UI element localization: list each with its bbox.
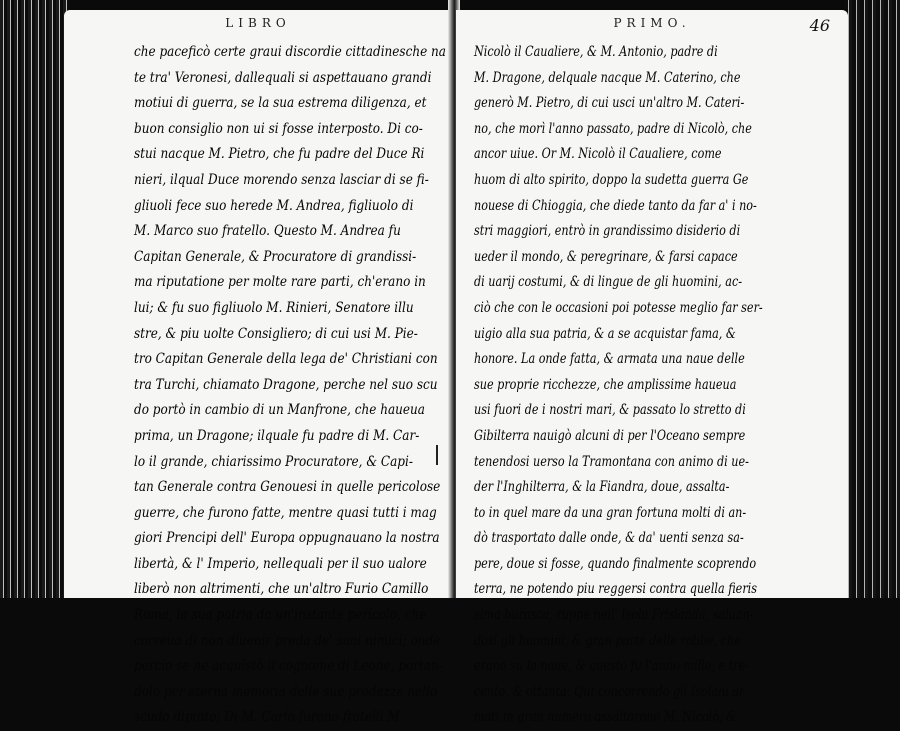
text-line: correua di non diuenir preda de' suoi nimici; onde (134, 632, 441, 649)
text-line: sima burasca, ruppe nell' Isola Frislanda, saluan- (474, 607, 754, 624)
text-line: Roma, la sua patria da un'instante pericolo, che (134, 607, 427, 624)
page-stack-left (0, 0, 70, 598)
text-line: uigio alla sua patria, & a se acquistar fama, & (474, 325, 736, 342)
text-line: dolo per eterna memoria delle sue prodezze nello (134, 683, 438, 700)
text-line: tan Generale contra Genouesi in quelle pericolose (134, 479, 441, 496)
text-line: pere, doue si fosse, quando finalmente scoprendo (474, 555, 757, 572)
text-line: do portò in cambio di un Manfrone, che haueua (134, 402, 425, 419)
text-line: M. Dragone, delquale nacque M. Caterino, che (474, 69, 741, 86)
text-line: ciò che con le occasioni poi potesse meglio far ser- (474, 299, 763, 316)
text-line: honore. La onde fatta, & armata una naue delle (474, 351, 745, 368)
text-line: te tra' Veronesi, dallequali si aspettauano grandi (134, 69, 432, 86)
text-line: ma riputatione per molte rare parti, ch'erano in (134, 274, 426, 291)
text-line: scudo dipinto; Di M. Carlo furono fratelli M. (134, 709, 404, 726)
left-page (64, 10, 452, 726)
text-line: lo il grande, chiarissimo Procuratore, & Capi- (134, 453, 413, 470)
left-page-text (134, 40, 446, 731)
text-line: prima, un Dragone; ilquale fu padre di M. Car- (134, 427, 420, 444)
right-page-text (474, 40, 834, 731)
text-line: Gibilterra nauigò alcuni di per l'Oceano sempre (474, 427, 746, 444)
text-line: lui; & fu suo figliuolo M. Rinieri, Senatore illu (134, 299, 414, 316)
page-number: 46 (809, 16, 830, 35)
running-head-left: LIBRO (225, 16, 291, 30)
text-line: tenendosi uerso la Tramontana con animo di ue- (474, 453, 749, 470)
text-line: nouese di Chioggia, che diede tanto da far a' i no- (474, 197, 757, 214)
text-line: Capitan Generale, & Procuratore di grandissi- (134, 248, 417, 265)
text-line: to in quel mare da una gran fortuna molti di an- (474, 504, 747, 521)
text-line: ancor uiue. Or M. Nicolò il Caualiere, come (474, 146, 722, 163)
text-line: liberò non altrimenti, che un'altro Furio Camillo (134, 581, 429, 598)
text-line: huom di alto spirito, doppo la sudetta guerra Ge (474, 171, 749, 188)
text-line: stri maggiori, entrò in grandissimo disiderio di (474, 223, 741, 240)
text-line: gliuoli fece suo herede M. Andrea, figliuolo di (134, 197, 414, 214)
text-line: percio se ne acquistò il cognome di Leone, portan- (134, 658, 443, 675)
text-line: tra Turchi, chiamato Dragone, perche nel suo scu (134, 376, 438, 393)
text-line: nieri, ilqual Duce morendo senza lasciar di se fi- (134, 171, 429, 188)
text-line: buon consiglio non ui si fosse interposto. Di co- (134, 120, 423, 137)
text-line: Nicolò il Caualiere, & M. Antonio, padre di (474, 44, 718, 60)
text-line: no, che morì l'anno passato, padre di Nicolò, che (474, 120, 752, 137)
text-line: giori Prencipi dell' Europa oppugnauano la nostra (134, 530, 440, 547)
text-line: mati in gran numero assaltarono M. Nicolò, & (474, 709, 737, 726)
text-line: erano su la naue, & questo fu l'anno mille, e tre- (474, 658, 750, 675)
text-line: terra, ne potendo piu reggersi contra quella fieris (474, 581, 757, 598)
page-stack-right (844, 0, 900, 598)
text-line: der l'Inghilterra, & la Fiandra, doue, assalta- (474, 479, 730, 496)
text-line: M. Marco suo fratello. Questo M. Andrea fu (134, 223, 401, 240)
text-line: usi fuori de i nostri mari, & passato lo stretto di (474, 402, 746, 419)
text-line: dò trasportato dalle onde, & da' uenti senza sa- (474, 530, 744, 547)
text-line: stui nacque M. Pietro, che fu padre del Duce Ri (134, 146, 425, 163)
text-line: di uarij costumi, & di lingue de gli huomini, ac- (474, 274, 743, 291)
text-line: ueder il mondo, & peregrinare, & farsi capace (474, 248, 738, 265)
text-line: sue proprie ricchezze, che amplissime haueua (474, 376, 737, 393)
text-line: guerre, che furono fatte, mentre quasi tutti i mag (134, 504, 437, 521)
text-line: generò M. Pietro, di cui usci un'altro M. Cateri- (474, 95, 745, 112)
running-head-right: PRIMO. (613, 16, 691, 30)
text-line: libertà, & l' Imperio, nellequali per il suo ualore (134, 555, 427, 572)
text-line: cento, & ottanta; Qui concorrendo gli Isolani ar (474, 683, 745, 700)
text-line: tro Capitan Generale della lega de' Christiani con (134, 351, 438, 368)
text-line: dosi gli huomini, & gran parte delle robbe, che (474, 632, 741, 649)
text-line: motiui di guerra, se la sua estrema diligenza, et (134, 95, 427, 112)
text-line: stre, & piu uolte Consigliero; di cui usi M. Pie- (134, 325, 418, 342)
text-line: che paceficò certe graui discordie cittadinesche na (134, 44, 446, 60)
right-page (456, 10, 848, 726)
